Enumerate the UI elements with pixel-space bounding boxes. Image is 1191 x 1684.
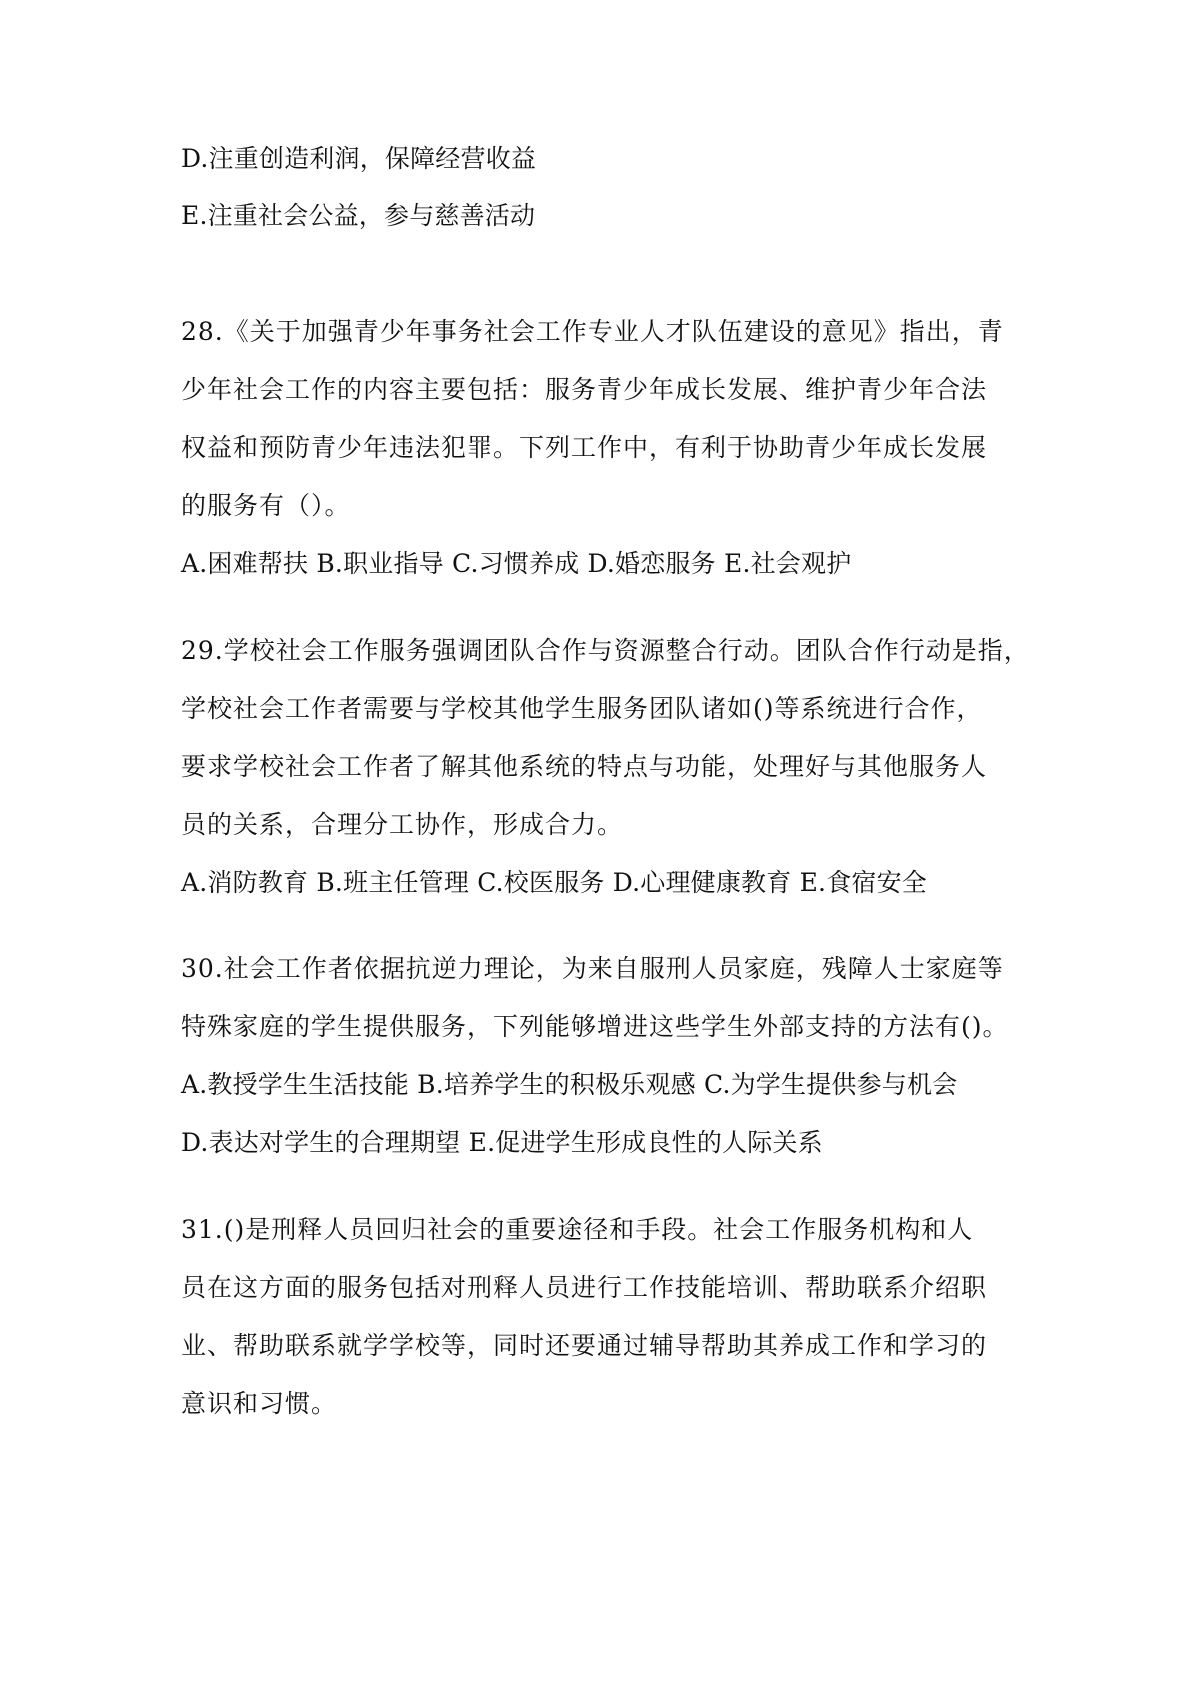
question-line: 业、帮助联系就学学校等，同时还要通过辅导帮助其养成工作和学习的 — [181, 1331, 988, 1360]
question-line: 31.()是刑释人员回归社会的重要途径和手段。社会工作服务机构和人 — [181, 1215, 974, 1244]
question-line: 权益和预防青少年违法犯罪。下列工作中，有利于协助青少年成长发展 — [181, 433, 988, 462]
question-line: 28.《关于加强青少年事务社会工作专业人才队伍建设的意见》指出，青 — [181, 317, 1004, 346]
option-line: A.困难帮扶 B.职业指导 C.习惯养成 D.婚恋服务 E.社会观护 — [181, 549, 852, 578]
question-line: 意识和习惯。 — [181, 1389, 338, 1418]
option-line: E.注重社会公益，参与慈善活动 — [181, 201, 536, 230]
question-line: 30.社会工作者依据抗逆力理论，为来自服刑人员家庭，残障人士家庭等 — [181, 954, 1004, 983]
option-line: D.表达对学生的合理期望 E.促进学生形成良性的人际关系 — [181, 1128, 823, 1157]
question-line: 特殊家庭的学生提供服务，下列能够增进这些学生外部支持的方法有()。 — [181, 1012, 1009, 1041]
question-line: 员的关系，合理分工协作，形成合力。 — [181, 810, 624, 839]
question-line: 少年社会工作的内容主要包括：服务青少年成长发展、维护青少年合法 — [181, 375, 988, 404]
question-line: 的服务有（）。 — [181, 491, 351, 520]
question-line: 要求学校社会工作者了解其他系统的特点与功能，处理好与其他服务人 — [181, 752, 988, 781]
question-line: 学校社会工作者需要与学校其他学生服务团队诸如()等系统进行合作， — [181, 694, 983, 723]
option-line: A.消防教育 B.班主任管理 C.校医服务 D.心理健康教育 E.食宿安全 — [181, 868, 927, 897]
option-line: A.教授学生生活技能 B.培养学生的积极乐观感 C.为学生提供参与机会 — [181, 1070, 958, 1099]
question-line: 员在这方面的服务包括对刑释人员进行工作技能培训、帮助联系介绍职 — [181, 1273, 988, 1302]
question-line: 29.学校社会工作服务强调团队合作与资源整合行动。团队合作行动是指， — [181, 636, 1030, 665]
option-line: D.注重创造利润，保障经营收益 — [181, 144, 537, 173]
